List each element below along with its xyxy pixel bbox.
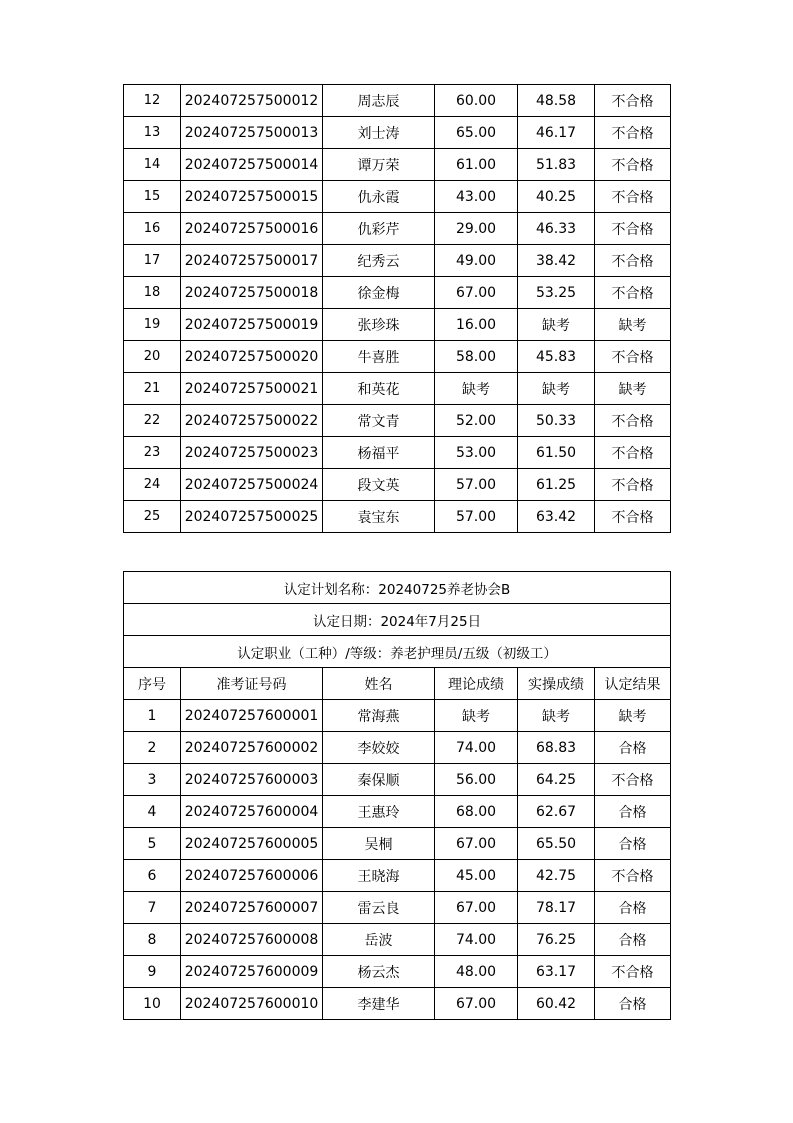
table-row xyxy=(124,860,671,892)
header-row xyxy=(124,668,671,700)
table-row xyxy=(124,700,671,732)
cell-exam-number: 202407257600004 xyxy=(181,796,323,828)
header-name: 姓名 xyxy=(323,668,435,700)
table-row xyxy=(124,149,671,181)
cell-result: 合格 xyxy=(595,828,671,860)
table-row xyxy=(124,117,671,149)
cell-result: 不合格 xyxy=(595,469,671,501)
cell-exam-number: 202407257500021 xyxy=(181,373,323,405)
cell-theory-score: 67.00 xyxy=(435,892,518,924)
cell-exam-number: 202407257500015 xyxy=(181,181,323,213)
cell-name: 牛喜胜 xyxy=(323,341,435,373)
cell-result: 不合格 xyxy=(595,341,671,373)
cell-result: 合格 xyxy=(595,732,671,764)
date-row xyxy=(124,604,671,636)
cell-theory-score: 52.00 xyxy=(435,405,518,437)
cell-name: 王惠玲 xyxy=(323,796,435,828)
cell-name: 常海燕 xyxy=(323,700,435,732)
cell-exam-number: 202407257600003 xyxy=(181,764,323,796)
cell-exam-number: 202407257600005 xyxy=(181,828,323,860)
cell-result: 不合格 xyxy=(595,117,671,149)
cell-name: 仇彩芹 xyxy=(323,213,435,245)
cell-seq: 9 xyxy=(124,956,181,988)
cell-theory-score: 61.00 xyxy=(435,149,518,181)
table-row xyxy=(124,373,671,405)
cell-name: 和英花 xyxy=(323,373,435,405)
cell-practical-score: 50.33 xyxy=(518,405,595,437)
cell-practical-score: 53.25 xyxy=(518,277,595,309)
table-row xyxy=(124,309,671,341)
cell-theory-score: 48.00 xyxy=(435,956,518,988)
table-row xyxy=(124,764,671,796)
cell-exam-number: 202407257500020 xyxy=(181,341,323,373)
cell-result: 不合格 xyxy=(595,181,671,213)
cell-practical-score: 48.58 xyxy=(518,85,595,117)
cell-practical-score: 63.42 xyxy=(518,501,595,533)
cell-seq: 1 xyxy=(124,700,181,732)
cell-exam-number: 202407257600007 xyxy=(181,892,323,924)
header-result: 认定结果 xyxy=(595,668,671,700)
cell-practical-score: 63.17 xyxy=(518,956,595,988)
plan-name: 认定计划名称：20240725养老协会B xyxy=(124,572,671,604)
cell-result: 不合格 xyxy=(595,245,671,277)
table-row xyxy=(124,85,671,117)
header-seq: 序号 xyxy=(124,668,181,700)
table-row xyxy=(124,501,671,533)
cell-theory-score: 43.00 xyxy=(435,181,518,213)
cell-name: 谭万荣 xyxy=(323,149,435,181)
cell-result: 不合格 xyxy=(595,405,671,437)
cell-theory-score: 67.00 xyxy=(435,988,518,1020)
cell-seq: 8 xyxy=(124,924,181,956)
cell-seq: 19 xyxy=(124,309,181,341)
cell-result: 合格 xyxy=(595,892,671,924)
cell-seq: 15 xyxy=(124,181,181,213)
table-row xyxy=(124,924,671,956)
cell-name: 张珍珠 xyxy=(323,309,435,341)
cell-practical-score: 46.17 xyxy=(518,117,595,149)
table-row xyxy=(124,181,671,213)
cell-practical-score: 42.75 xyxy=(518,860,595,892)
cell-theory-score: 缺考 xyxy=(435,700,518,732)
cell-practical-score: 60.42 xyxy=(518,988,595,1020)
table-row xyxy=(124,956,671,988)
score-table-continued xyxy=(123,84,671,533)
cell-practical-score: 76.25 xyxy=(518,924,595,956)
cell-name: 秦保顺 xyxy=(323,764,435,796)
cell-name: 刘士涛 xyxy=(323,117,435,149)
cell-seq: 14 xyxy=(124,149,181,181)
cell-name: 周志辰 xyxy=(323,85,435,117)
table-row xyxy=(124,988,671,1020)
cell-result: 缺考 xyxy=(595,373,671,405)
cell-exam-number: 202407257600006 xyxy=(181,860,323,892)
cell-result: 合格 xyxy=(595,988,671,1020)
cell-seq: 24 xyxy=(124,469,181,501)
table-row xyxy=(124,796,671,828)
cell-exam-number: 202407257500012 xyxy=(181,85,323,117)
header-practical-score: 实操成绩 xyxy=(518,668,595,700)
cell-result: 不合格 xyxy=(595,764,671,796)
cell-theory-score: 56.00 xyxy=(435,764,518,796)
table-row xyxy=(124,405,671,437)
cell-seq: 21 xyxy=(124,373,181,405)
table-row xyxy=(124,277,671,309)
cell-result: 缺考 xyxy=(595,309,671,341)
cell-name: 李姣姣 xyxy=(323,732,435,764)
cell-name: 常文青 xyxy=(323,405,435,437)
cell-theory-score: 74.00 xyxy=(435,732,518,764)
cell-seq: 10 xyxy=(124,988,181,1020)
cell-theory-score: 缺考 xyxy=(435,373,518,405)
table-row xyxy=(124,732,671,764)
cell-result: 不合格 xyxy=(595,437,671,469)
cell-practical-score: 缺考 xyxy=(518,309,595,341)
cell-result: 合格 xyxy=(595,924,671,956)
cell-practical-score: 45.83 xyxy=(518,341,595,373)
cell-seq: 13 xyxy=(124,117,181,149)
header-theory-score: 理论成绩 xyxy=(435,668,518,700)
cell-theory-score: 67.00 xyxy=(435,277,518,309)
cell-name: 吴桐 xyxy=(323,828,435,860)
cell-exam-number: 202407257500017 xyxy=(181,245,323,277)
cell-seq: 23 xyxy=(124,437,181,469)
cell-name: 王晓海 xyxy=(323,860,435,892)
cell-exam-number: 202407257600001 xyxy=(181,700,323,732)
cell-name: 雷云良 xyxy=(323,892,435,924)
cell-seq: 2 xyxy=(124,732,181,764)
cell-seq: 3 xyxy=(124,764,181,796)
cell-exam-number: 202407257600010 xyxy=(181,988,323,1020)
occupation-row xyxy=(124,636,671,668)
plan-name-row xyxy=(124,572,671,604)
cell-seq: 4 xyxy=(124,796,181,828)
score-table-continued-body xyxy=(124,85,671,533)
cell-exam-number: 202407257500024 xyxy=(181,469,323,501)
cell-name: 李建华 xyxy=(323,988,435,1020)
cell-theory-score: 60.00 xyxy=(435,85,518,117)
cell-theory-score: 57.00 xyxy=(435,501,518,533)
score-table-b-body xyxy=(124,572,671,1020)
cell-name: 纪秀云 xyxy=(323,245,435,277)
cell-exam-number: 202407257500014 xyxy=(181,149,323,181)
table-row xyxy=(124,437,671,469)
cell-exam-number: 202407257600008 xyxy=(181,924,323,956)
cell-exam-number: 202407257500023 xyxy=(181,437,323,469)
score-table-b xyxy=(123,571,671,1020)
cell-practical-score: 64.25 xyxy=(518,764,595,796)
cell-result: 不合格 xyxy=(595,277,671,309)
cell-name: 段文英 xyxy=(323,469,435,501)
cell-theory-score: 53.00 xyxy=(435,437,518,469)
cell-seq: 12 xyxy=(124,85,181,117)
cell-result: 不合格 xyxy=(595,85,671,117)
cell-result: 不合格 xyxy=(595,501,671,533)
cell-result: 合格 xyxy=(595,796,671,828)
table-row xyxy=(124,892,671,924)
cell-exam-number: 202407257500019 xyxy=(181,309,323,341)
cell-name: 岳波 xyxy=(323,924,435,956)
cell-exam-number: 202407257500025 xyxy=(181,501,323,533)
cell-practical-score: 51.83 xyxy=(518,149,595,181)
cell-name: 杨云杰 xyxy=(323,956,435,988)
cell-theory-score: 74.00 xyxy=(435,924,518,956)
certification-date: 认定日期：2024年7月25日 xyxy=(124,604,671,636)
cell-result: 缺考 xyxy=(595,700,671,732)
occupation-level: 认定职业（工种）/等级：养老护理员/五级（初级工） xyxy=(124,636,671,668)
cell-practical-score: 38.42 xyxy=(518,245,595,277)
cell-result: 不合格 xyxy=(595,956,671,988)
cell-seq: 20 xyxy=(124,341,181,373)
cell-theory-score: 45.00 xyxy=(435,860,518,892)
cell-result: 不合格 xyxy=(595,149,671,181)
cell-practical-score: 61.25 xyxy=(518,469,595,501)
cell-theory-score: 58.00 xyxy=(435,341,518,373)
cell-theory-score: 57.00 xyxy=(435,469,518,501)
cell-seq: 6 xyxy=(124,860,181,892)
cell-exam-number: 202407257500013 xyxy=(181,117,323,149)
cell-practical-score: 78.17 xyxy=(518,892,595,924)
cell-seq: 22 xyxy=(124,405,181,437)
cell-name: 仇永霞 xyxy=(323,181,435,213)
cell-exam-number: 202407257500022 xyxy=(181,405,323,437)
cell-seq: 18 xyxy=(124,277,181,309)
cell-theory-score: 49.00 xyxy=(435,245,518,277)
cell-name: 袁宝东 xyxy=(323,501,435,533)
cell-practical-score: 61.50 xyxy=(518,437,595,469)
cell-practical-score: 62.67 xyxy=(518,796,595,828)
cell-practical-score: 46.33 xyxy=(518,213,595,245)
cell-practical-score: 40.25 xyxy=(518,181,595,213)
cell-theory-score: 65.00 xyxy=(435,117,518,149)
cell-seq: 16 xyxy=(124,213,181,245)
table-row xyxy=(124,245,671,277)
table-row xyxy=(124,469,671,501)
cell-name: 杨福平 xyxy=(323,437,435,469)
cell-result: 不合格 xyxy=(595,213,671,245)
cell-theory-score: 67.00 xyxy=(435,828,518,860)
table-row xyxy=(124,213,671,245)
cell-seq: 7 xyxy=(124,892,181,924)
cell-result: 不合格 xyxy=(595,860,671,892)
cell-seq: 17 xyxy=(124,245,181,277)
cell-name: 徐金梅 xyxy=(323,277,435,309)
cell-practical-score: 缺考 xyxy=(518,700,595,732)
table-row xyxy=(124,828,671,860)
header-exam-number: 准考证号码 xyxy=(181,668,323,700)
cell-exam-number: 202407257600002 xyxy=(181,732,323,764)
cell-practical-score: 68.83 xyxy=(518,732,595,764)
cell-practical-score: 65.50 xyxy=(518,828,595,860)
cell-theory-score: 68.00 xyxy=(435,796,518,828)
cell-seq: 5 xyxy=(124,828,181,860)
cell-exam-number: 202407257500016 xyxy=(181,213,323,245)
cell-exam-number: 202407257600009 xyxy=(181,956,323,988)
cell-seq: 25 xyxy=(124,501,181,533)
cell-theory-score: 16.00 xyxy=(435,309,518,341)
cell-exam-number: 202407257500018 xyxy=(181,277,323,309)
cell-practical-score: 缺考 xyxy=(518,373,595,405)
cell-theory-score: 29.00 xyxy=(435,213,518,245)
table-row xyxy=(124,341,671,373)
